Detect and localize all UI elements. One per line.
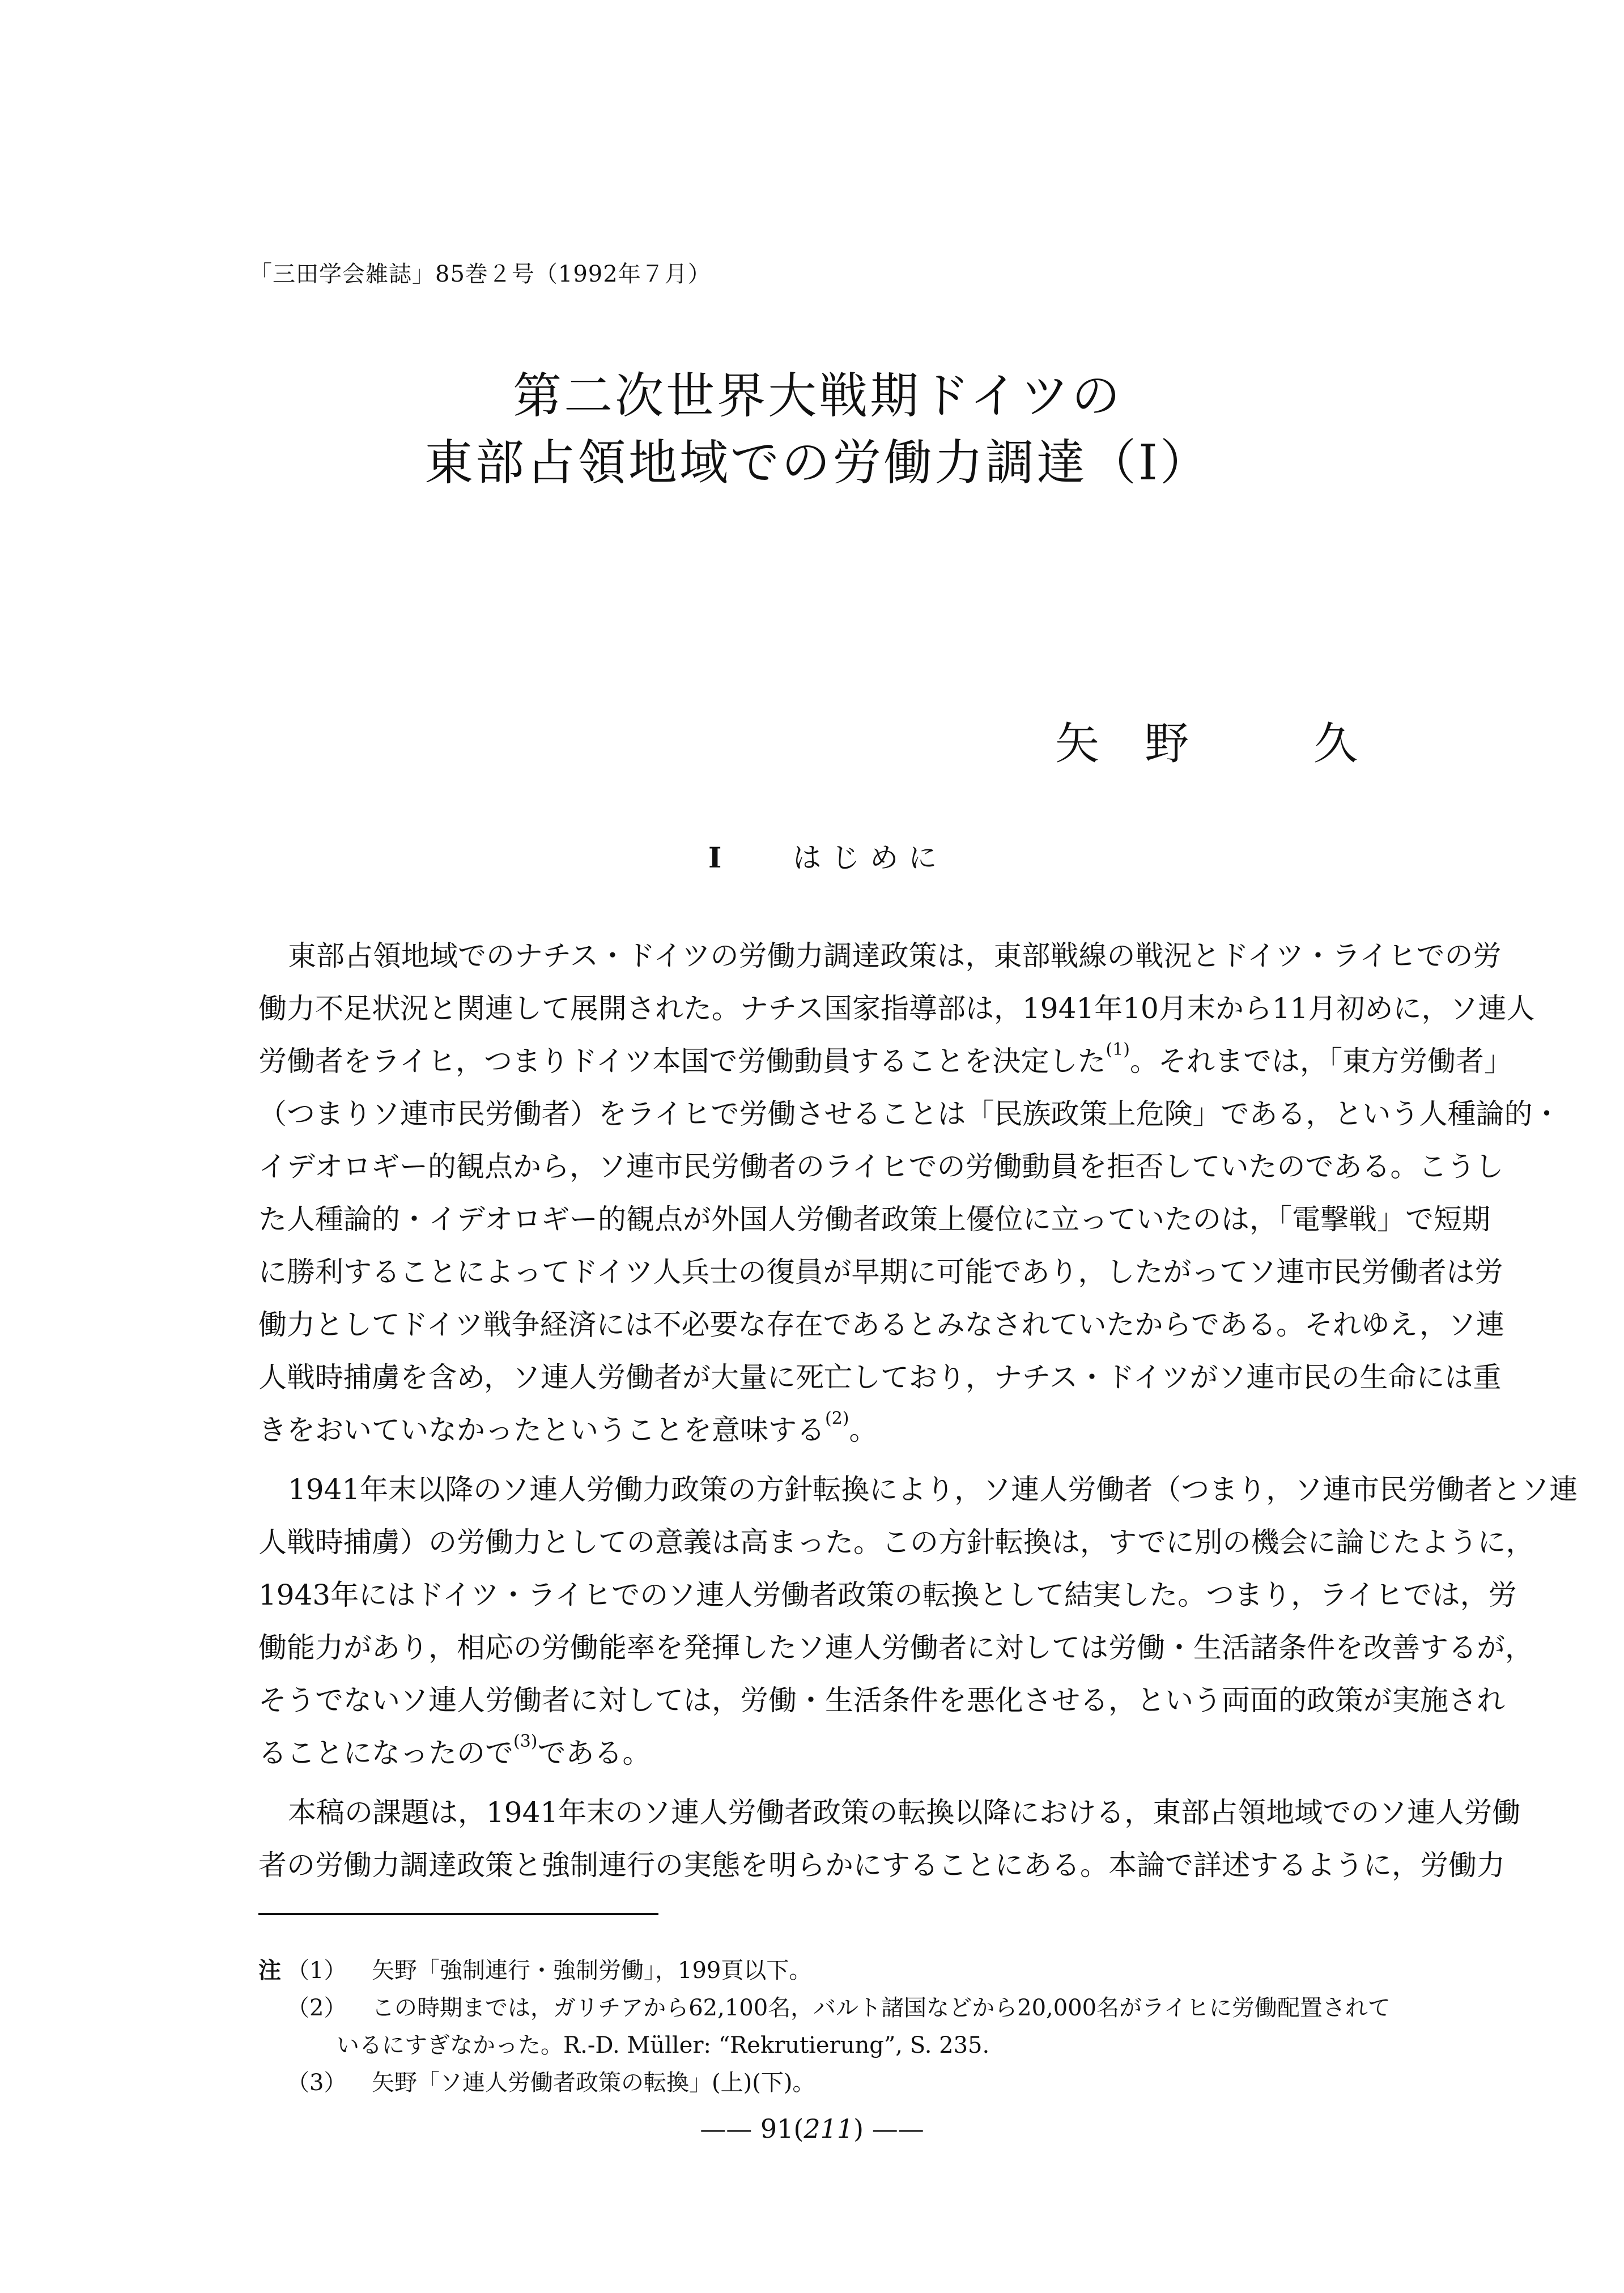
page-total-number: 211 bbox=[804, 2113, 854, 2144]
section-heading bbox=[708, 835, 947, 876]
paragraph bbox=[258, 1464, 1578, 1780]
footnote-ref[interactable]: (3) bbox=[513, 1732, 538, 1751]
paragraph bbox=[258, 930, 1561, 1457]
line-text: 人戦時捕虜）の労働力としての意義は高まった。この方針転換は，すでに別の機会に論じたように， bbox=[258, 1526, 1534, 1559]
text-line bbox=[258, 1035, 1512, 1088]
line-text: （つまりソ連市民労働者）をライヒで労働させることは「民族政策上危険」である，という人種論的・ bbox=[258, 1097, 1561, 1130]
section-number: I bbox=[708, 841, 732, 874]
page-number: —— 91(211) —— bbox=[700, 2113, 924, 2144]
text-line bbox=[258, 1516, 1534, 1569]
text-line bbox=[258, 1727, 1429, 1780]
line-text: 働力としてドイツ戦争経済には不必要な存在であるとみなされていたからである。それゆえ，ソ連 bbox=[258, 1308, 1504, 1341]
journal-citation: 「三田学会雑誌」85巻２号（1992年７月） bbox=[249, 261, 711, 287]
text-line bbox=[258, 1786, 1521, 1839]
line-text: 東部占領地域でのナチス・ドイツの労働力調達政策は，東部戦線の戦況とドイツ・ライヒでの労 bbox=[288, 939, 1502, 972]
text-line bbox=[258, 1193, 1490, 1246]
footnote-text: この時期までは，ガリチアから62,100名，バルト諸国などから20,000名がライヒに労働配置されて bbox=[372, 1995, 1391, 2021]
line-text: た人種論的・イデオロギー的観点が外国人労働者政策上優位に立っていたのは，「電撃戦」で短期 bbox=[258, 1203, 1490, 1236]
paragraph bbox=[258, 1786, 1521, 1892]
line-text: イデオロギー的観点から，ソ連市民労働者のライヒでの労働動員を拒否していたのである。こうし bbox=[258, 1150, 1504, 1183]
line-text: 働力不足状況と関連して展開された。ナチス国家指導部は，1941年10月末から11月初めに，ソ連人 bbox=[258, 992, 1535, 1025]
body-text bbox=[258, 930, 1578, 1899]
line-text: ることになったので bbox=[258, 1737, 513, 1769]
page-dash: —— bbox=[700, 2113, 753, 2144]
footnote-marker: （2） bbox=[287, 1995, 347, 2021]
text-line bbox=[258, 1839, 1505, 1892]
title-line-1: 第二次世界大戦期ドイツの bbox=[513, 368, 1123, 424]
footnote-ref[interactable]: (1) bbox=[1106, 1040, 1130, 1060]
line-text: 者の労働力調達政策と強制連行の実態を明らかにすることにある。本論で詳述するように，労働力 bbox=[258, 1849, 1505, 1882]
line-text: 1943年にはドイツ・ライヒでのソ連人労働者政策の転換として結実した。つまり，ライヒでは，労 bbox=[258, 1579, 1517, 1611]
author-char: 久 bbox=[1313, 718, 1358, 769]
line-text: 働能力があり，相応の労働能率を発揮したソ連人労働者に対しては労働・生活諸条件を改善するが， bbox=[258, 1631, 1533, 1664]
text-line bbox=[258, 1246, 1503, 1299]
line-text: きをおいていなかったということを意味する bbox=[258, 1414, 825, 1447]
footnote-marker: （1） bbox=[287, 1958, 347, 1984]
line-text: そうでないソ連人労働者に対しては，労働・生活条件を悪化させる，という両面的政策が実施され bbox=[258, 1684, 1505, 1717]
article-title bbox=[0, 363, 1624, 496]
page-dash: —— bbox=[871, 2113, 924, 2144]
footnote-label: 注 bbox=[258, 1957, 281, 1984]
text-line bbox=[258, 1351, 1502, 1404]
line-text: である。 bbox=[537, 1737, 651, 1769]
text-line bbox=[258, 982, 1535, 1035]
line-text: に勝利することによってドイツ人兵士の復員が早期に可能であり，したがってソ連市民労働者は労 bbox=[258, 1256, 1503, 1288]
author-char: 野 bbox=[1145, 718, 1189, 769]
author-name bbox=[0, 708, 1624, 769]
author-char: 矢 bbox=[1055, 718, 1100, 769]
text-line bbox=[258, 1674, 1505, 1727]
footnote-text: いるにすぎなかった。R.-D. Müller: “Rekrutierung”, S. 235. bbox=[337, 2032, 990, 2058]
text-line bbox=[258, 1088, 1561, 1141]
line-text: 1941年末以降のソ連人労働力政策の方針転換により，ソ連人労働者（つまり，ソ連市民労働者とソ連 bbox=[288, 1473, 1578, 1506]
text-line bbox=[258, 1404, 1429, 1457]
line-text: 。 bbox=[849, 1414, 878, 1447]
text-line bbox=[258, 1299, 1504, 1351]
line-text: 。それまでは，「東方労働者」 bbox=[1130, 1045, 1512, 1078]
text-line bbox=[258, 1464, 1578, 1516]
text-line bbox=[258, 1622, 1533, 1674]
line-text: 労働者をライヒ，つまりドイツ本国で労働動員することを決定した bbox=[258, 1045, 1106, 1078]
title-line-2: 東部占領地域での労働力調達（I） bbox=[424, 435, 1211, 491]
text-line bbox=[258, 930, 1502, 982]
section-title: はじめに bbox=[793, 841, 947, 874]
footnote-rule bbox=[258, 1913, 658, 1915]
footnote-text: 矢野「ソ連人労働者政策の転換」(上)(下)。 bbox=[372, 2070, 815, 2096]
footnote-marker: （3） bbox=[287, 2070, 347, 2096]
page-number-value: 91 bbox=[760, 2113, 794, 2144]
footnote-ref[interactable]: (2) bbox=[825, 1409, 849, 1428]
footnote-text: 矢野「強制連行・強制労働」，199頁以下。 bbox=[372, 1958, 812, 1984]
line-text: 人戦時捕虜を含め，ソ連人労働者が大量に死亡しており，ナチス・ドイツがソ連市民の生命には重 bbox=[258, 1361, 1502, 1394]
text-line bbox=[258, 1141, 1504, 1193]
text-line bbox=[258, 1569, 1517, 1622]
line-text: 本稿の課題は，1941年末のソ連人労働者政策の転換以降における，東部占領地域でのソ連人労働 bbox=[288, 1796, 1521, 1829]
